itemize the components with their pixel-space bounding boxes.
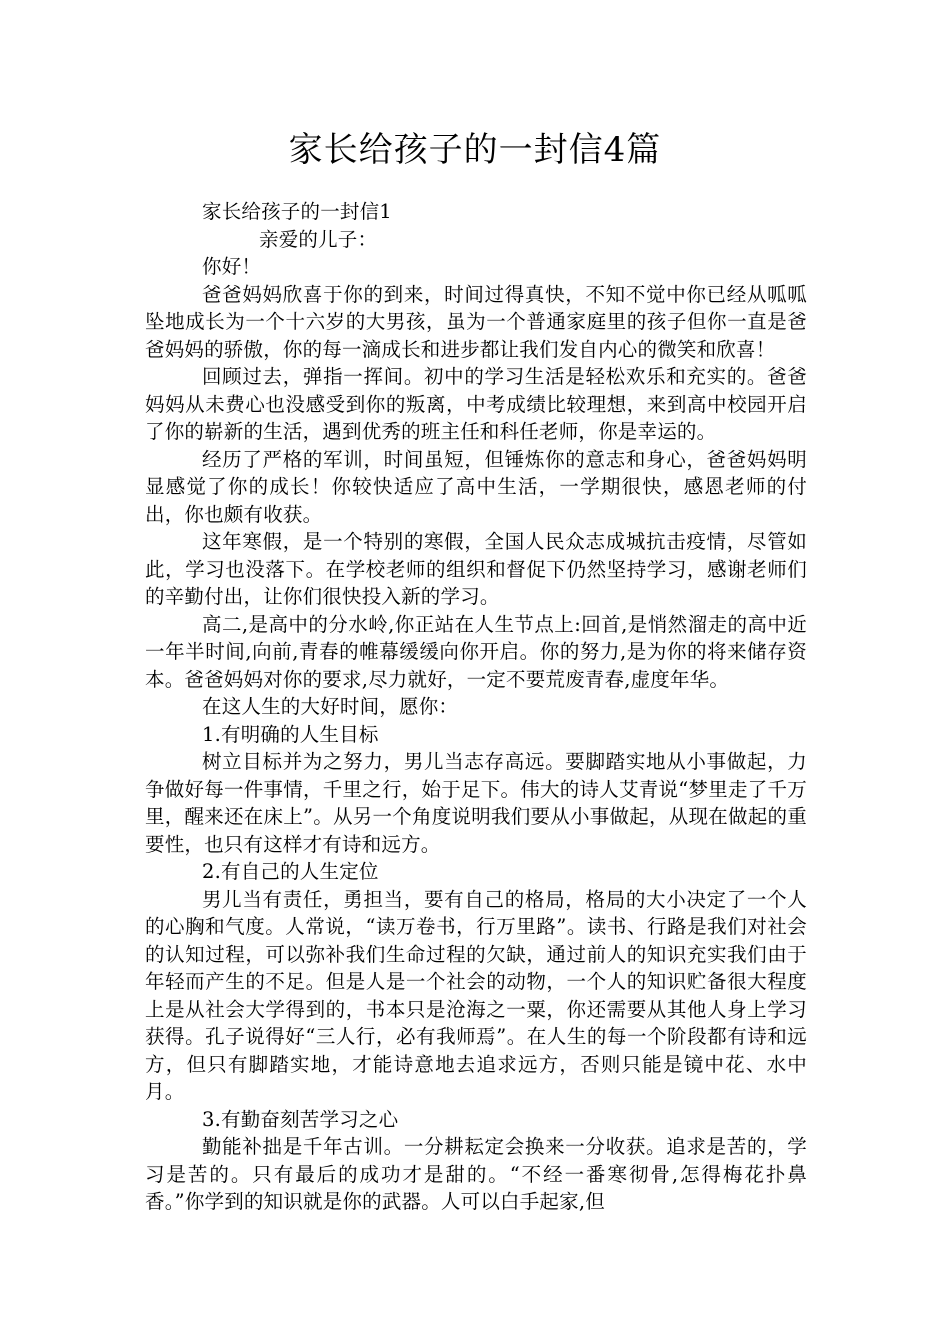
section-heading: 3.有勤奋刻苦学习之心 [202, 1107, 399, 1131]
body-paragraph: 回顾过去，弹指一挥间。初中的学习生活是轻松欢乐和充实的。爸爸妈妈从未费心也没感受到你的叛离，中考成绩比较理想，来到高中校园开启了你的崭新的生活，遇到优秀的班主任和科任老师，你是幸运的。 [145, 365, 807, 443]
body-paragraph: 经历了严格的军训，时间虽短，但锤炼你的意志和身心，爸爸妈妈明显感觉了你的成长！你较快适应了高中生活，一学期很快，感恩老师的付出，你也颇有收获。 [145, 447, 807, 526]
body-paragraph: 高二,是高中的分水岭,你正站在人生节点上:回首,是悄然溜走的高中近一年半时间,向前,青春的帷幕缓缓向你开启。你的努力,是为你的将来储存资本。爸爸妈妈对你的要求,尽力就好，一定不要荒废青春,虚度年华。 [145, 612, 807, 691]
body-paragraph: 这年寒假，是一个特别的寒假，全国人民众志成城抗击疫情，尽管如此，学习也没落下。在学校老师的组织和督促下仍然坚持学习，感谢老师们的辛勤付出，让你们很快投入新的学习。 [145, 530, 807, 608]
greeting: 你好！ [202, 255, 262, 278]
section-heading: 2.有自己的人生定位 [202, 860, 379, 883]
letter-heading: 家长给孩子的一封信1 [202, 200, 392, 223]
body-paragraph: 勤能补拙是千年古训。一分耕耘定会换来一分收获。追求是苦的，学习是苦的。只有最后的成功才是甜的。“不经一番寒彻骨,怎得梅花扑鼻香。”你学到的知识就是你的武器。人可以白手起家,但 [145, 1135, 807, 1213]
section-heading: 1.有明确的人生目标 [202, 722, 379, 746]
body-paragraph: 树立目标并为之努力，男儿当志存高远。要脚踏实地从小事做起，力争做好每一件事情，千里之行，始于足下。伟大的诗人艾青说“梦里走了千万里，醒来还在床上”。从另一个角度说明我们要从小事做起，从现在做起的重要性，也只有这样才有诗和远方。 [145, 750, 807, 856]
document-title: 家长给孩子的一封信4篇 [288, 130, 662, 170]
salutation: 亲爱的儿子： [259, 227, 378, 251]
body-paragraph: 在这人生的大好时间，愿你： [202, 695, 459, 718]
body-paragraph: 男儿当有责任，勇担当，要有自己的格局，格局的大小决定了一个人的心胸和气度。人常说，“读万卷书，行万里路”。读书、行路是我们对社会的认知过程，可以弥补我们生命过程的欠缺，通过前人的知识充实我们由于年轻而产生的不足。但是人是一个社会的动物，一个人的知识贮备很大程度上是从社会大学得到的，书本只是沧海之一粟，你还需要从其他人身上学习获得。孔子说得好“三人行，必有我师焉”。在人生的每一个阶段都有诗和远方，但只有脚踏实地，才能诗意地去追求远方，否则只能是镜中花、水中月。 [145, 887, 807, 1103]
document-body [145, 198, 807, 1216]
body-paragraph: 爸爸妈妈欣喜于你的到来，时间过得真快，不知不觉中你已经从呱呱坠地成长为一个十六岁的大男孩，虽为一个普通家庭里的孩子但你一直是爸爸妈妈的骄傲，你的每一滴成长和进步都让我们发自内心的微笑和欣喜！ [145, 282, 807, 361]
